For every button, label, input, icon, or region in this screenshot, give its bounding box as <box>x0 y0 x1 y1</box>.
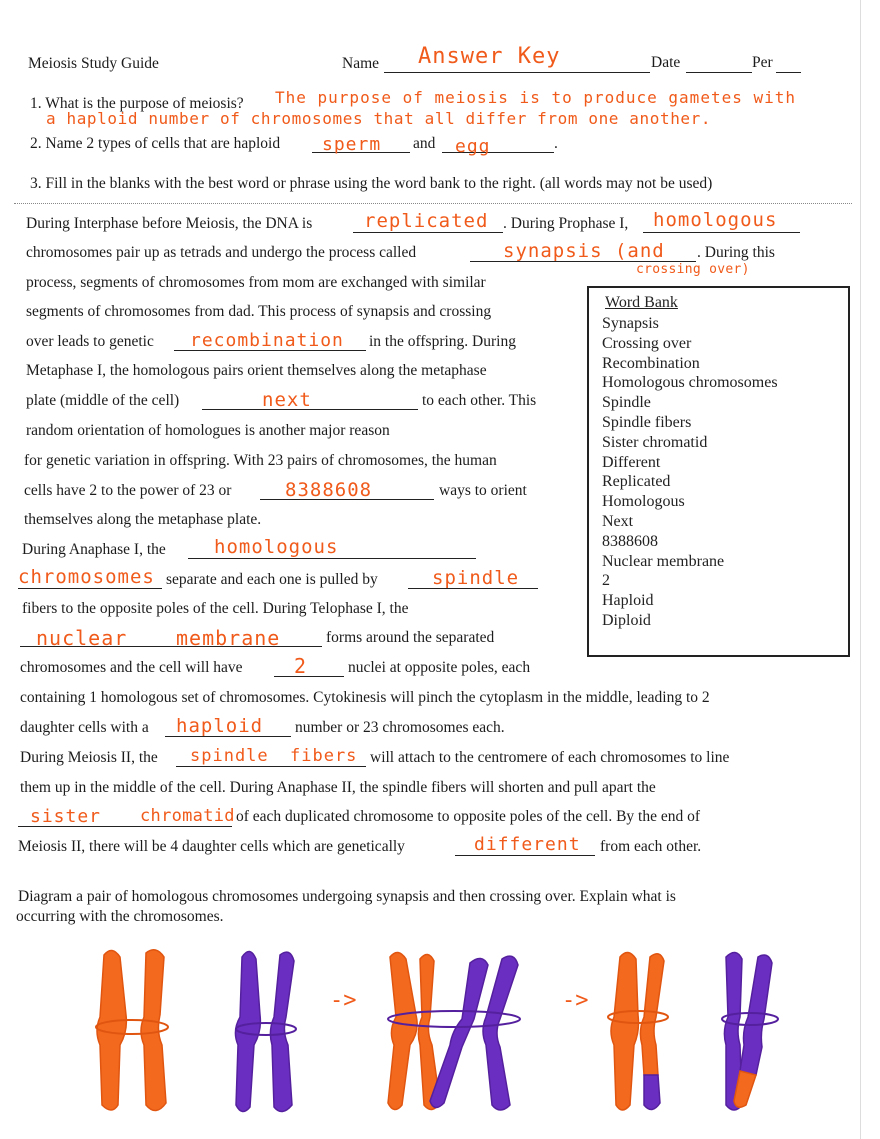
passage-line-1a: During Interphase before Meiosis, the DNA is <box>26 215 313 232</box>
word-bank-item: 2 <box>602 572 610 590</box>
date-label: Date <box>651 54 681 71</box>
name-label: Name <box>342 55 380 72</box>
answer-recombination: recombination <box>190 330 344 351</box>
word-bank-item: Next <box>602 512 634 530</box>
answer-crossing-over: crossing over) <box>636 262 750 277</box>
blank-homologous-1 <box>643 232 800 233</box>
passage-line-2a: chromosomes pair up as tetrads and undergo the process called <box>26 244 417 261</box>
blank-replicated <box>353 232 503 233</box>
passage-line-7a: plate (middle of the cell) <box>26 392 180 409</box>
question-2-answer-a: sperm <box>322 134 382 155</box>
answer-chromatid: chromatid <box>140 806 235 826</box>
answer-homologous-2: homologous <box>214 536 339 558</box>
answer-next: next <box>262 389 312 411</box>
answer-chromosomes: chromosomes <box>18 566 155 588</box>
answer-synapsis: synapsis (and <box>503 240 665 262</box>
answer-number: 8388608 <box>285 479 373 501</box>
word-bank-list <box>602 314 778 631</box>
word-bank-item: Synapsis <box>602 315 659 332</box>
diagram-prompt-line-2: occurring with the chromosomes. <box>16 908 224 925</box>
passage-line-5b: in the offspring. During <box>369 333 516 350</box>
answer-sister: sister <box>30 806 102 827</box>
blank-homologous-2 <box>188 558 476 559</box>
word-bank-item: Haploid <box>602 592 654 610</box>
passage-line-14: fibers to the opposite poles of the cell. During Telophase I, the <box>22 600 409 617</box>
passage-line-6: Metaphase I, the homologous pairs orient themselves along the metaphase <box>26 362 487 379</box>
arrow-2: -> <box>562 988 589 1013</box>
question-2-period: . <box>554 135 558 152</box>
passage-line-9: for genetic variation in offspring. With 23 pairs of chromosomes, the human <box>24 452 497 469</box>
answer-membrane: membrane <box>176 626 281 650</box>
crossed-over-purple-drawing <box>722 952 778 1110</box>
date-line <box>686 72 752 73</box>
question-1-answer-line-1: The purpose of meiosis is to produce gametes with <box>275 88 797 107</box>
word-bank-item: Replicated <box>602 473 671 491</box>
passage-line-15b: forms around the separated <box>326 629 495 646</box>
passage-line-21b: of each duplicated chromosome to opposite poles of the cell. By the end of <box>236 808 701 825</box>
word-bank-item: Nuclear membrane <box>602 552 725 570</box>
passage-line-18a: daughter cells with a <box>20 719 149 736</box>
passage-line-11: themselves along the metaphase plate. <box>24 511 262 528</box>
answer-nuclear: nuclear <box>36 626 128 650</box>
passage-line-8: random orientation of homologues is another major reason <box>26 422 390 439</box>
passage-line-16a: chromosomes and the cell will have <box>20 659 243 676</box>
passage-line-16b: nuclei at opposite poles, each <box>348 659 531 676</box>
passage-line-10b: ways to orient <box>439 482 527 499</box>
name-line <box>384 72 650 73</box>
blank-spindle-fibers <box>176 766 366 767</box>
passage-line-22a: Meiosis II, there will be 4 daughter cells which are genetically <box>18 838 405 855</box>
word-bank-item: Diploid <box>602 611 651 629</box>
question-1: 1. What is the purpose of meiosis? <box>30 95 244 112</box>
passage-line-10a: cells have 2 to the power of 23 or <box>24 482 232 499</box>
per-line <box>776 72 801 73</box>
blank-two <box>274 676 344 677</box>
synapsis-pair-drawing <box>388 952 520 1110</box>
answer-spindle: spindle <box>432 567 520 589</box>
question-2-answer-b: egg <box>455 136 491 157</box>
arrow-1: -> <box>330 988 357 1013</box>
section-divider <box>14 203 852 204</box>
word-bank-item: Spindle <box>602 394 651 412</box>
blank-chromosomes <box>18 588 162 589</box>
passage-line-1b: . During Prophase I, <box>503 215 629 232</box>
question-3-instructions: 3. Fill in the blanks with the best word or phrase using the word bank to the right. (all words may not be used) <box>30 175 713 192</box>
word-bank-item: Recombination <box>602 354 700 372</box>
chromosome-diagram <box>90 935 790 1125</box>
word-bank-item: Crossing over <box>602 334 692 352</box>
passage-line-5a: over leads to genetic <box>26 333 154 350</box>
passage-line-20: them up in the middle of the cell. During Anaphase II, the spindle fibers will shorten and pull apart the <box>20 779 656 796</box>
word-bank <box>587 286 850 657</box>
purple-chromosome-drawing <box>235 951 296 1111</box>
passage-line-4: segments of chromosomes from dad. This process of synapsis and crossing <box>26 303 492 320</box>
passage-line-19b: will attach to the centromere of each chromosomes to line <box>370 749 730 766</box>
passage-line-18b: number or 23 chromosomes each. <box>295 719 505 736</box>
orange-chromosome-drawing <box>96 950 168 1111</box>
answer-different: different <box>474 834 581 855</box>
worksheet-title: Meiosis Study Guide <box>28 55 159 72</box>
question-1-answer-line-2: a haploid number of chromosomes that all differ from one another. <box>46 109 712 128</box>
name-answer: Answer Key <box>418 44 561 69</box>
word-bank-item: Sister chromatid <box>602 433 708 451</box>
passage-line-2b: . During this <box>697 244 775 261</box>
answer-homologous-1: homologous <box>653 209 778 231</box>
blank-different <box>455 855 595 856</box>
crossed-over-orange-drawing <box>608 952 668 1110</box>
passage-line-13b: separate and each one is pulled by <box>166 571 378 588</box>
page-edge <box>860 0 861 1139</box>
answer-two: 2 <box>294 654 308 678</box>
diagram-prompt-line-1: Diagram a pair of homologous chromosomes undergoing synapsis and then crossing over. Explain what is <box>18 888 676 905</box>
word-bank-item: Homologous chromosomes <box>602 374 778 392</box>
answer-haploid: haploid <box>176 715 264 737</box>
word-bank-title: Word Bank <box>605 294 678 311</box>
passage-line-3: process, segments of chromosomes from mom are exchanged with similar <box>26 274 486 291</box>
passage-line-7b: to each other. This <box>422 392 537 409</box>
answer-spindle-fibers-b: fibers <box>290 746 358 766</box>
passage-line-17: containing 1 homologous set of chromosomes. Cytokinesis will pinch the cytoplasm in the middle, leading to 2 <box>20 689 710 706</box>
word-bank-item: Homologous <box>602 493 685 511</box>
question-2-and: and <box>413 135 436 152</box>
word-bank-item: 8388608 <box>602 532 658 550</box>
passage-line-19a: During Meiosis II, the <box>20 749 158 766</box>
word-bank-item: Different <box>602 453 661 471</box>
passage-line-12a: During Anaphase I, the <box>22 541 166 558</box>
word-bank-item: Spindle fibers <box>602 413 692 431</box>
answer-spindle-fibers-a: spindle <box>190 746 269 766</box>
answer-replicated: replicated <box>364 210 489 232</box>
passage-line-22b: from each other. <box>600 838 702 855</box>
question-2: 2. Name 2 types of cells that are haploid <box>30 135 281 152</box>
per-label: Per <box>752 54 773 71</box>
